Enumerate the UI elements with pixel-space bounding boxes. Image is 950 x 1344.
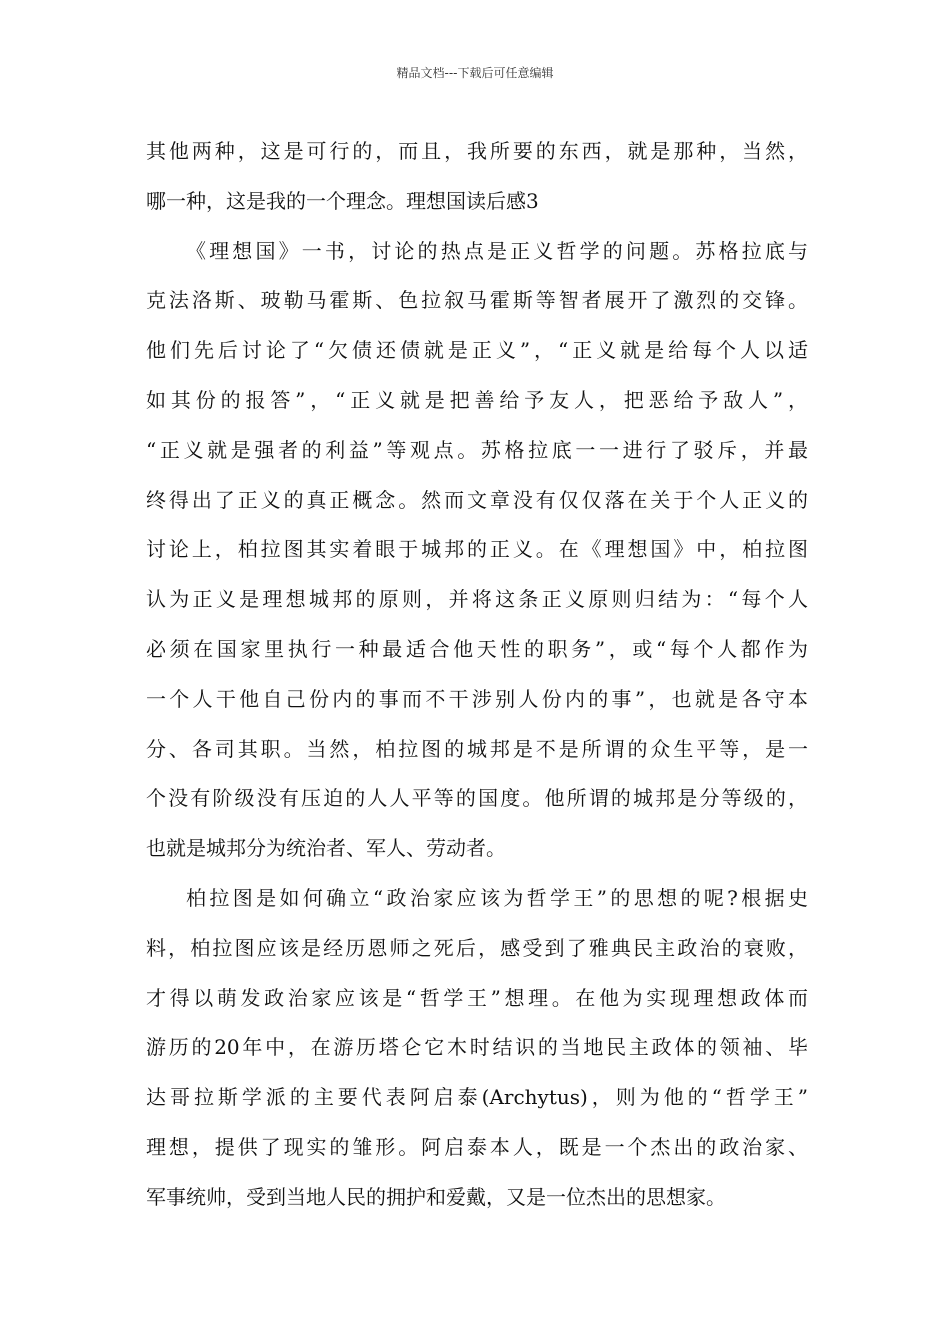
paragraph [146,874,808,1223]
text-line: 一个人干他自己份内的事而不干涉别人份内的事”，也就是各守本 [146,686,808,711]
text-line: 如其份的报答”，“正义就是把善给予友人，把恶给予敌人”， [146,387,808,412]
text-line: 柏拉图是如何确立“政治家应该为哲学王”的思想的呢?根据史 [186,885,808,910]
text-line: “正义就是强者的利益”等观点。苏格拉底一一进行了驳斥，并最 [146,437,808,462]
text-line: 理想，提供了现实的雏形。阿启泰本人，既是一个杰出的政治家、 [146,1134,808,1159]
document-body [146,127,808,1223]
text-line: 必须在国家里执行一种最适合他天性的职务”，或“每个人都作为 [146,636,808,661]
text-line: 分、各司其职。当然，柏拉图的城邦是不是所谓的众生平等，是一 [146,736,808,761]
text-line: 才得以萌发政治家应该是“哲学王”想理。在他为实现理想政体而 [146,985,808,1010]
text-line: 他们先后讨论了“欠债还债就是正义”，“正义就是给每个人以适 [146,338,808,363]
paragraph [146,127,808,227]
text-line: 克法洛斯、玻勒马霍斯、色拉叙马霍斯等智者展开了激烈的交锋。 [146,288,808,313]
text-line: 也就是城邦分为统治者、军人、劳动者。 [146,836,506,861]
paragraph [146,227,808,874]
text-line: 料，柏拉图应该是经历恩师之死后，感受到了雅典民主政治的衰败， [146,935,808,960]
text-line: 讨论上，柏拉图其实着眼于城邦的正义。在《理想国》中，柏拉图 [146,537,808,562]
text-line: 其他两种，这是可行的，而且，我所要的东西，就是那种，当然， [146,139,808,163]
text-line: 终得出了正义的真正概念。然而文章没有仅仅落在关于个人正义的 [146,487,808,512]
text-line: 《理想国》一书，讨论的热点是正义哲学的问题。苏格拉底与 [186,238,808,263]
text-line: 认为正义是理想城邦的原则，并将这条正义原则归结为：“每个人 [146,587,808,612]
text-line: 达哥拉斯学派的主要代表阿启泰(Archytus)，则为他的“哲学王” [146,1085,808,1110]
text-line: 游历的20年中，在游历塔仑它木时结识的当地民主政体的领袖、毕 [146,1035,808,1060]
text-line: 哪一种，这是我的一个理念。理想国读后感3 [146,188,539,213]
text-line: 军事统帅，受到当地人民的拥护和爱戴，又是一位杰出的思想家。 [146,1184,726,1209]
page-header: 精品文档---下载后可任意编辑 [396,66,554,80]
text-line: 个没有阶级没有压迫的人人平等的国度。他所谓的城邦是分等级的， [146,786,808,811]
